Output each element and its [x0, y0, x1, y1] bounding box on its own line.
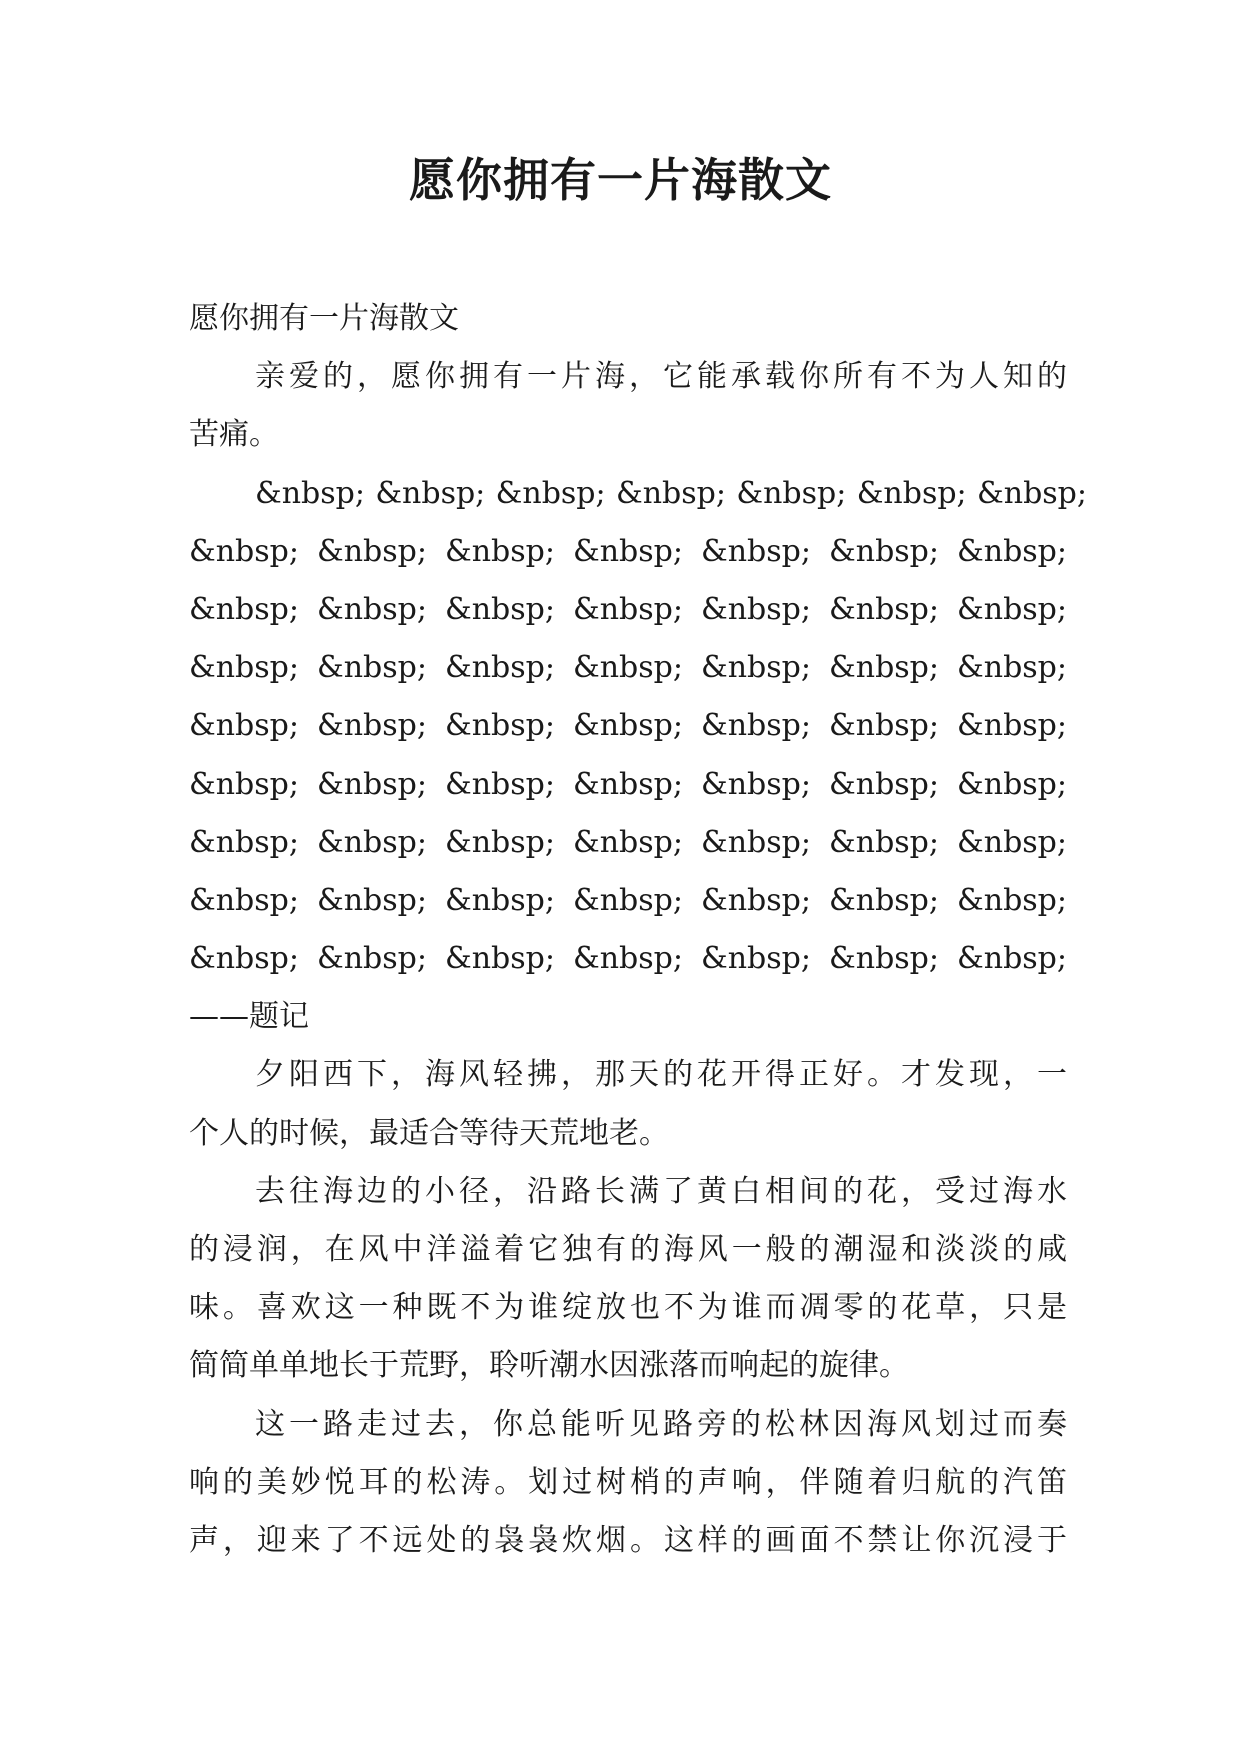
paragraph-line: 亲爱的，愿你拥有一片海，它能承载你所有不为人知的 [255, 359, 1067, 395]
nbsp-line: &nbsp; &nbsp; &nbsp; &nbsp; &nbsp; &nbsp; &nbsp; [189, 941, 1067, 977]
epigraph-attribution: ——题记 [189, 999, 309, 1035]
nbsp-line: &nbsp; &nbsp; &nbsp; &nbsp; &nbsp; &nbsp; &nbsp; [189, 650, 1067, 686]
paragraph-line: 的浸润，在风中洋溢着它独有的海风一般的潮湿和淡淡的咸 [189, 1232, 1067, 1267]
paragraph-line: 响的美妙悦耳的松涛。划过树梢的声响，伴随着归航的汽笛 [189, 1464, 1067, 1500]
nbsp-line: &nbsp; &nbsp; &nbsp; &nbsp; &nbsp; &nbsp; &nbsp; [189, 533, 1067, 569]
paragraph-line: 去往海边的小径，沿路长满了黄白相间的花，受过海水 [255, 1173, 1067, 1209]
document-title: 愿你拥有一片海散文 [409, 153, 832, 207]
nbsp-line: &nbsp; &nbsp; &nbsp; &nbsp; &nbsp; &nbsp; &nbsp; [189, 708, 1067, 744]
body-subtitle: 愿你拥有一片海散文 [189, 301, 459, 336]
paragraph-line: 声，迎来了不远处的袅袅炊烟。这样的画面不禁让你沉浸于 [189, 1522, 1067, 1558]
paragraph-line: 简简单单地长于荒野，聆听潮水因涨落而响起的旋律。 [189, 1348, 909, 1384]
nbsp-line: &nbsp; &nbsp; &nbsp; &nbsp; &nbsp; &nbsp; &nbsp; [189, 766, 1067, 802]
paragraph-line: 苦痛。 [189, 417, 279, 453]
nbsp-line: &nbsp; &nbsp; &nbsp; &nbsp; &nbsp; &nbsp; &nbsp; [189, 824, 1067, 860]
nbsp-line: &nbsp; &nbsp; &nbsp; &nbsp; &nbsp; &nbsp; &nbsp; [189, 591, 1067, 627]
paragraph-line: 个人的时候，最适合等待天荒地老。 [189, 1115, 669, 1151]
paragraph-line: 夕阳西下，海风轻拂，那天的花开得正好。才发现，一 [255, 1057, 1067, 1093]
nbsp-line: &nbsp; &nbsp; &nbsp; &nbsp; &nbsp; &nbsp; &nbsp; [255, 475, 1087, 511]
document-body [189, 290, 1087, 1570]
paragraph-line: 这一路走过去，你总能听见路旁的松林因海风划过而奏 [255, 1406, 1067, 1442]
nbsp-line: &nbsp; &nbsp; &nbsp; &nbsp; &nbsp; &nbsp; &nbsp; [189, 882, 1067, 918]
paragraph-line: 味。喜欢这一种既不为谁绽放也不为谁而凋零的花草，只是 [189, 1290, 1067, 1326]
